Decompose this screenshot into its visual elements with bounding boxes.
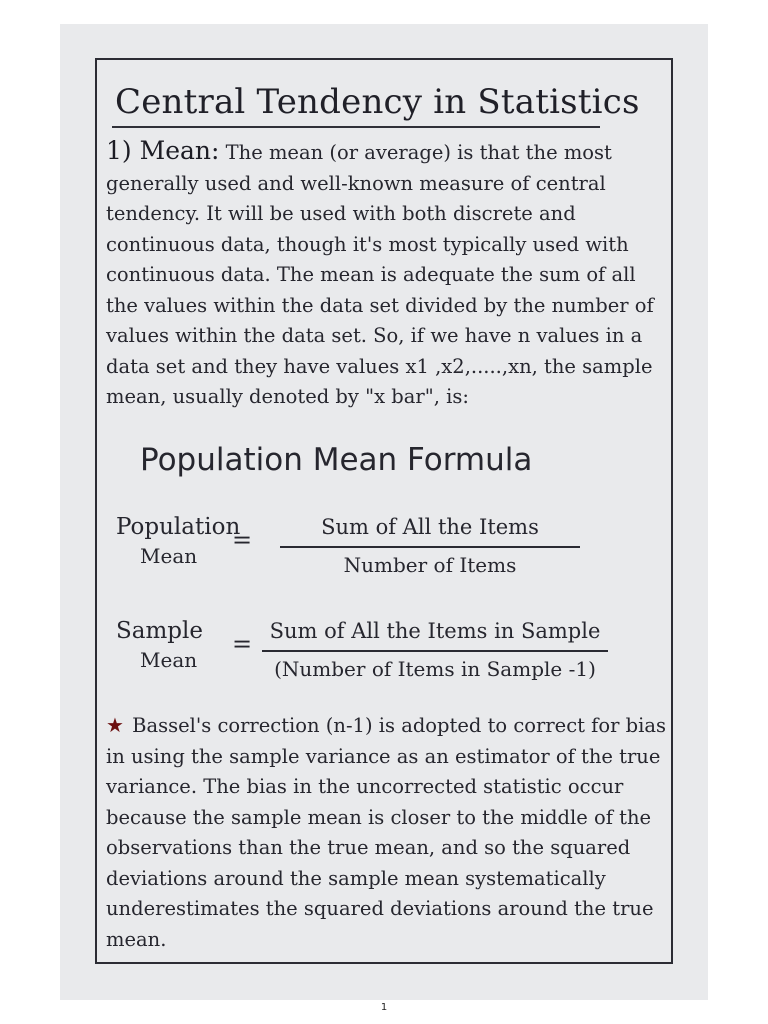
formula-lhs-top: Sample: [116, 618, 203, 644]
formula-lhs-bottom: Mean: [140, 648, 198, 672]
bessel-note-text: Bassel's correction (n-1) is adopted to correct for bias in using the sample variance as an estimator of the true variance. The bias in the uncorrected statistic occur because the sample mean is closer to the middle of the observations than the true mean, and so the squared deviations around the sample mean systematically underestimates the squared deviations around the true mean.: [106, 714, 666, 951]
page-title: Central Tendency in Statistics: [115, 82, 640, 122]
mean-text: The mean (or average) is that the most generally used and well-known measure of central tendency. It will be used with both discrete and continuous data, though it's most typically used with continuous data. The mean is adequate the sum of all the values within the data set divided by the number of values within the data set. So, if we have n values in a data set and they have values x1 ,x2,.....,xn, the sample mean, usually denoted by "x bar", is:: [106, 141, 654, 408]
formula-lhs: [112, 512, 241, 570]
sample-mean-formula: [112, 616, 672, 696]
equals-sign: =: [232, 526, 253, 554]
mean-heading: 1) Mean:: [106, 136, 220, 165]
formula-numerator: Sum of All the Items in Sample: [262, 616, 608, 652]
formula-lhs-bottom: Mean: [140, 544, 198, 568]
formula-lhs-top: Population: [116, 514, 241, 540]
mean-paragraph: [106, 136, 666, 413]
formula-fraction: [280, 512, 580, 580]
formula-denominator: (Number of Items in Sample -1): [274, 657, 596, 681]
formula-denominator: Number of Items: [343, 553, 517, 577]
formula-heading: Population Mean Formula: [140, 442, 533, 478]
page-number: 1: [380, 1002, 388, 1013]
equals-sign: =: [232, 630, 253, 658]
notebook-page: [60, 24, 708, 1000]
formula-numerator: Sum of All the Items: [280, 512, 580, 548]
formula-lhs: [112, 616, 232, 674]
title-underline: [112, 126, 600, 128]
formula-fraction: [262, 616, 608, 684]
star-icon: ★: [106, 713, 124, 737]
population-mean-formula: [112, 512, 672, 592]
bessel-note-paragraph: [106, 710, 666, 955]
